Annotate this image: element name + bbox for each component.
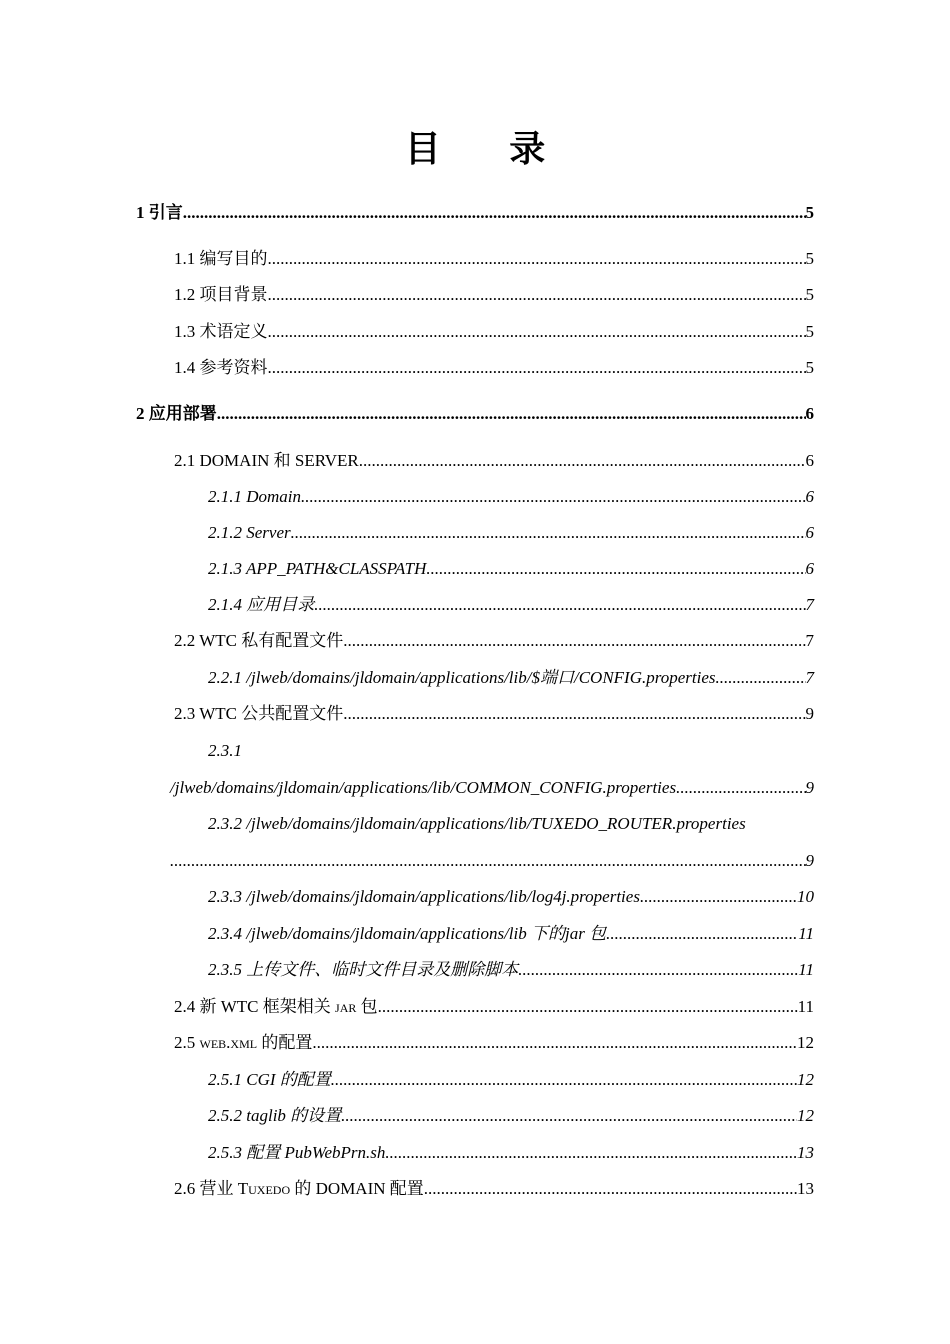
toc-entry-2-5[interactable]: [174, 1031, 814, 1055]
toc-page-number: 10: [797, 887, 814, 906]
toc-entry-label: 2.3.4 /jlweb/domains/jldomain/applications/lib 下的jar 包: [208, 924, 607, 943]
toc-page-number: 11: [798, 924, 814, 943]
label-smallcaps: Tuxedo: [237, 1179, 291, 1198]
toc-entry-label: 2.2 WTC 私有配置文件: [174, 631, 344, 650]
toc-entry-2-5-1[interactable]: [208, 1068, 814, 1092]
toc-page-number: 7: [805, 668, 814, 687]
toc-entry-2-4[interactable]: [174, 995, 814, 1019]
toc-page-number: 6: [805, 523, 814, 542]
dot-leader: [314, 593, 805, 617]
dot-leader: [301, 485, 805, 509]
toc-page-number: 7: [805, 595, 814, 614]
toc-entry-label: [174, 995, 378, 1019]
dot-leader: [291, 521, 806, 545]
toc-entry-label: 2.5.3 配置 PubWebPrn.sh: [208, 1143, 386, 1162]
dot-leader: [331, 1068, 797, 1092]
toc-page-number: 6: [805, 404, 814, 423]
dot-leader: [359, 449, 806, 473]
label-suffix: 的配置: [257, 1033, 313, 1052]
toc-entry-2-6[interactable]: [174, 1177, 814, 1201]
toc-entry-label: 2.1 DOMAIN 和 SERVER: [174, 451, 359, 470]
toc-page-number: 12: [797, 1070, 814, 1089]
toc-entry-1-4[interactable]: [174, 356, 814, 380]
dot-leader: [268, 247, 806, 271]
label-prefix: 2.5: [174, 1033, 200, 1052]
toc-page-number: 5: [805, 203, 814, 222]
dot-leader: [378, 995, 798, 1019]
toc-entry-2-1-4[interactable]: [208, 593, 814, 617]
toc-entry-2-3-1[interactable]: [170, 776, 814, 800]
dot-leader: [268, 320, 806, 344]
toc-entry-2-1-3[interactable]: [208, 557, 814, 581]
toc-entry-2-5-3[interactable]: [208, 1141, 814, 1165]
dot-leader: [343, 702, 805, 726]
dot-leader: [341, 1104, 797, 1128]
toc-entry-label: 2.1.1 Domain: [208, 487, 302, 506]
toc-entry-label: 2.5.2 taglib 的设置: [208, 1106, 342, 1125]
toc-entry-2-5-2[interactable]: [208, 1104, 814, 1128]
toc-entry-2-3-3[interactable]: [208, 885, 814, 909]
dot-leader: [426, 557, 805, 581]
label-suffix: 的 DOMAIN 配置: [290, 1179, 424, 1198]
label-smallcaps: jar: [335, 997, 357, 1016]
dot-leader: [268, 356, 806, 380]
toc-entry-label: 1 引言: [136, 203, 183, 222]
toc-page-number: 9: [805, 778, 814, 797]
toc-page-number: 11: [798, 960, 814, 979]
toc-page-number: 12: [797, 1033, 814, 1052]
toc-entry-label: 2.3 WTC 公共配置文件: [174, 704, 344, 723]
toc-title: 目 录: [404, 129, 574, 170]
toc-entry-1-1[interactable]: [174, 247, 814, 271]
toc-entry-label: 1.2 项目背景: [174, 285, 268, 304]
toc-entry-2-1-2[interactable]: [208, 521, 814, 545]
label-smallcaps: web.xml: [199, 1033, 258, 1052]
toc-page-number: 5: [805, 358, 814, 377]
dot-leader: [268, 283, 806, 307]
dot-leader: [385, 1141, 797, 1165]
dot-leader: [312, 1031, 797, 1055]
toc-entry-2-3-4[interactable]: [208, 922, 814, 946]
toc-entry-2-3-5[interactable]: [208, 958, 814, 982]
dot-leader: [518, 958, 798, 982]
toc-page-number: 6: [805, 451, 814, 470]
toc-page-number: 13: [797, 1179, 814, 1198]
toc-page-number: 5: [805, 285, 814, 304]
toc-entry-label: 2.5.1 CGI 的配置: [208, 1070, 331, 1089]
toc-entry-2-2-1[interactable]: [208, 666, 814, 690]
label-prefix: 2.6 营业: [174, 1179, 238, 1198]
toc-entry-1-2[interactable]: [174, 283, 814, 307]
toc-page-number: 6: [805, 559, 814, 578]
toc-page-number: 9: [805, 704, 814, 723]
toc-entry-2-3[interactable]: [174, 702, 814, 726]
toc-entry-label: [174, 1031, 312, 1055]
toc-entry-label: 1.4 参考资料: [174, 358, 268, 377]
label-prefix: 2.4 新 WTC 框架相关: [174, 997, 336, 1016]
toc-entry-1-3[interactable]: [174, 320, 814, 344]
toc-entry-label: 2 应用部署: [136, 404, 217, 423]
toc-entry-2-1-1[interactable]: [208, 485, 814, 509]
toc-entry-label: 1.1 编写目的: [174, 249, 268, 268]
toc-entry-2-1[interactable]: [174, 449, 814, 473]
dot-leader: [217, 402, 806, 426]
toc-page-number: 11: [797, 997, 814, 1016]
dot-leader: [640, 885, 797, 909]
dot-leader: [343, 629, 805, 653]
toc-entry-2-3-2[interactable]: [170, 849, 814, 873]
toc-entry-label: 2.3.3 /jlweb/domains/jldomain/applications/lib/log4j.properties: [208, 887, 640, 906]
dot-leader: [606, 922, 798, 946]
dot-leader: [676, 776, 805, 800]
toc-page-number: 9: [805, 851, 814, 870]
toc-entry-label: 2.1.2 Server: [208, 523, 291, 542]
dot-leader: [183, 201, 806, 225]
toc-entry-2-3-2-label[interactable]: 2.3.2 /jlweb/domains/jldomain/applications/lib/TUXEDO_ROUTER.properties: [208, 814, 746, 833]
toc-page-number: 5: [805, 249, 814, 268]
toc-page-number: 5: [805, 322, 814, 341]
toc-entry-label: 2.2.1 /jlweb/domains/jldomain/applications/lib/$端口/CONFIG.properties: [208, 668, 716, 687]
toc-entry-label: [174, 1177, 424, 1201]
toc-entry-2-3-1-number[interactable]: 2.3.1: [208, 741, 242, 760]
dot-leader: [424, 1177, 797, 1201]
toc-page-number: 13: [797, 1143, 814, 1162]
toc-entry-2-2[interactable]: [174, 629, 814, 653]
dot-leader: [170, 849, 806, 873]
toc-entry-1[interactable]: [136, 201, 814, 225]
toc-entry-label: 2.3.5 上传文件、临时文件目录及删除脚本: [208, 960, 519, 979]
toc-entry-label: 2.1.4 应用目录: [208, 595, 315, 614]
toc-page-number: 6: [805, 487, 814, 506]
toc-entry-label: 2.1.3 APP_PATH&CLASSPATH: [208, 559, 427, 578]
toc-entry-label: 1.3 术语定义: [174, 322, 268, 341]
dot-leader: [716, 666, 806, 690]
toc-entry-label: /jlweb/domains/jldomain/applications/lib/COMMON_CONFIG.properties: [170, 778, 677, 797]
toc-page-number: 12: [797, 1106, 814, 1125]
toc-entry-2[interactable]: [136, 402, 814, 426]
toc-page-number: 7: [805, 631, 814, 650]
label-suffix: 包: [356, 997, 378, 1016]
